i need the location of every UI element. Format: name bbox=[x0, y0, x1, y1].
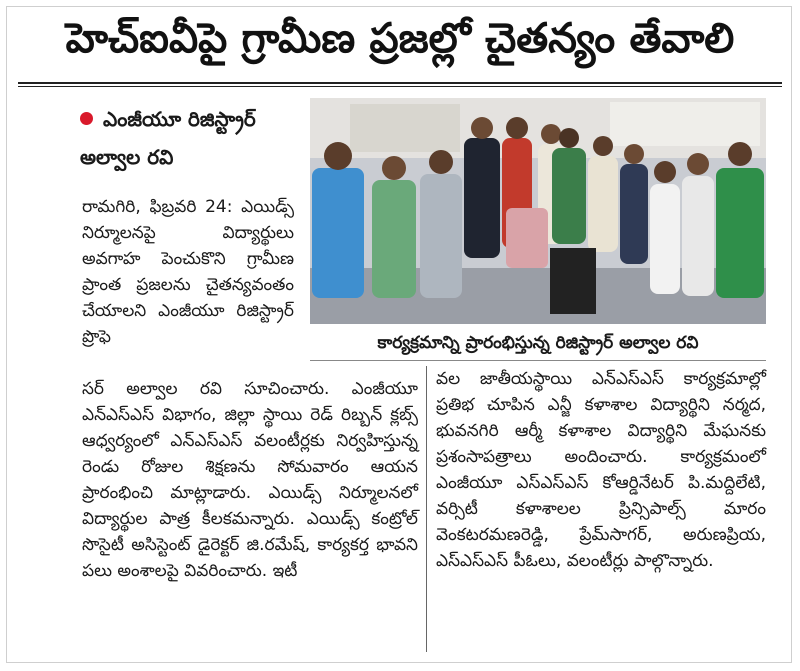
byline-title: ఎంజీయూ రిజిస్ట్రార్ bbox=[103, 107, 256, 131]
byline bbox=[80, 104, 256, 172]
article-headline: హెచ్ఐవీపై గ్రామీణ ప్రజల్లో చైతన్యం తేవాలి bbox=[65, 14, 735, 62]
paragraph: సర్ అల్వాల రవి సూచించారు. ఎంజీయూ ఎన్ఎస్ఎస్ విభాగం, జిల్లా స్థాయి రెడ్ రిబ్బన్ క్లబ్స్ ఆధ్వర్యంలో ఎన్ఎస్ఎస్ వలంటీర్లకు నిర్వహిస్తున్న రెండు రోజుల శిక్షణను సోమవారం ఆయన ప్రారంభించి మాట్లాడారు. ఎయిడ్స్ నిర్మూలనలో విద్యార్థుల పాత్ర కీలకమన్నారు. ఎయిడ్స్ కంట్రోల్ సొసైటీ అసిస్టెంట్ డైరెక్టర్ జి.రమేష్, కార్యకర్త భావని పలు అంశాలపై వివరించారు. ఇటీ bbox=[82, 379, 418, 581]
headline-rule-bottom bbox=[18, 86, 782, 87]
photo-caption: కార్యక్రమాన్ని ప్రారంభిస్తున్న రిజిస్ట్రార్ అల్వాల రవి bbox=[310, 326, 766, 361]
paragraph: వల జాతీయస్థాయి ఎన్ఎస్ఎస్ కార్యక్రమాల్లో ప్రతిభ చూపిన ఎన్జీ కళాశాల విద్యార్థిని నర్మద, భువనగిరి ఆర్మీ కళాశాల విద్యార్థిని మేఘనకు ప్రశంసాపత్రాలు అందించారు. కార్యక్రమంలో ఎంజీయూ ఎస్ఎస్ఎస్ కోఆర్డినేటర్ పి.మద్దిలేటి, వర్సిటీ కళాశాలల ప్రిన్సిపాల్స్ మారం వెంకటరమణరెడ్డి, ప్రేమ్‌సాగర్, అరుణప్రియ, ఎస్ఎస్ఎస్ పీఓలు, వలంటీర్లు పాల్గొన్నారు. bbox=[436, 369, 766, 571]
byline-name: అల్వాల రవి bbox=[80, 145, 174, 169]
column-left-bottom bbox=[82, 376, 418, 584]
column-left-top bbox=[82, 194, 294, 350]
bullet-icon bbox=[80, 112, 93, 125]
headline-rule-top bbox=[18, 82, 782, 84]
column-right bbox=[436, 366, 766, 574]
byline-title-row bbox=[80, 104, 256, 134]
event-photo bbox=[310, 98, 766, 324]
event-photo-image bbox=[310, 98, 766, 324]
paragraph: రామగిరి, ఫిబ్రవరి 24: ఎయిడ్స్ నిర్మూలనపై విద్యార్థులు అవగాహ పెంచుకొని గ్రామీణ ప్రాంత ప్రజలను చైతన్యవంతం చేయాలని ఎంజీయూ రిజిస్ట్రార్ ప్రొఫె bbox=[82, 197, 294, 347]
column-divider bbox=[426, 366, 427, 652]
